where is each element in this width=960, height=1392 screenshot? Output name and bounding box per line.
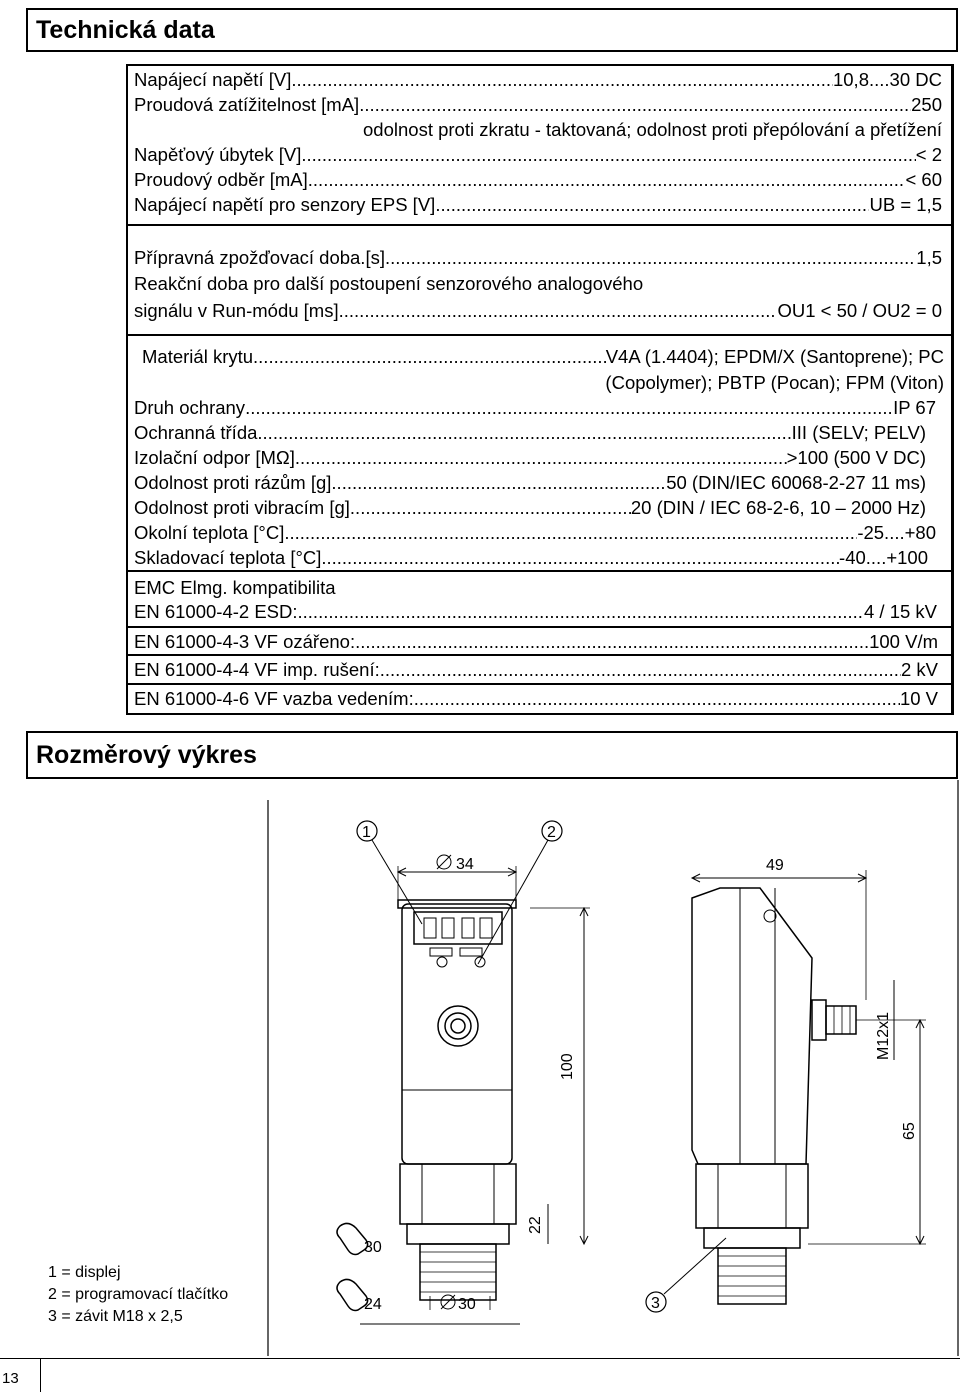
- spec-value: 10 V: [899, 688, 938, 709]
- spec-row: [134, 92, 942, 118]
- dim-height-100: 100: [559, 1053, 576, 1080]
- spec-value: 2 kV: [900, 659, 938, 680]
- spec-value: 50 (DIN/IEC 60068-2-27 11 ms): [666, 472, 926, 493]
- spec-label: Izolační odpor [MΩ]: [134, 447, 295, 468]
- dim-thread-m12: M12x1: [875, 1011, 892, 1060]
- spec-value: 250: [911, 94, 942, 115]
- spec-row: [134, 370, 944, 396]
- spec-value: IP 67: [893, 397, 936, 418]
- spec-row: [134, 495, 926, 521]
- spec-row: [134, 686, 938, 712]
- spec-label: Materiál krytu: [142, 346, 254, 367]
- spec-label: EN 61000-4-3 VF ozářeno:: [134, 631, 356, 652]
- spec-label: EN 61000-4-6 VF vazba vedením:: [134, 688, 414, 709]
- spec-row: [134, 629, 938, 655]
- spec-label: Druh ochrany: [134, 397, 246, 418]
- spec-row: [134, 142, 942, 168]
- spec-value: 1,5: [916, 247, 942, 268]
- spec-label: Proudová zatížitelnost [mA]: [134, 94, 360, 115]
- spec-row: [134, 470, 926, 496]
- legend-item: 1 = displej: [48, 1264, 121, 1281]
- dim-wrench-30: 30: [364, 1239, 382, 1256]
- spec-label: EN 61000-4-2 ESD:: [134, 601, 298, 622]
- spec-row: [134, 520, 936, 546]
- dim-wrench-24: 24: [364, 1296, 382, 1313]
- spec-value: UB = 1,5: [869, 194, 942, 215]
- spec-label: Okolní teplota [°C]: [134, 522, 285, 543]
- spec-row: [134, 395, 936, 421]
- spec-value: 100 V/m: [869, 631, 938, 652]
- spec-label: Napájecí napětí pro senzory EPS [V]: [134, 194, 436, 215]
- spec-row: [134, 545, 928, 571]
- spec-label: Odolnost proti rázům [g]: [134, 472, 332, 493]
- spec-value: V4A (1.4404); EPDM/X (Santoprene); PC: [605, 346, 944, 367]
- spec-label: Skladovací teplota [°C]: [134, 547, 322, 568]
- legend: [48, 1262, 228, 1328]
- spec-row: [134, 599, 937, 625]
- footer-divider: [0, 1358, 960, 1359]
- spec-value: (Copolymer); PBTP (Pocan); FPM (Viton): [605, 372, 944, 393]
- section-header-drawing: [26, 731, 958, 779]
- spec-value: -25....+80: [857, 522, 936, 543]
- spec-row: [134, 67, 942, 93]
- spec-label: Proudový odběr [mA]: [134, 169, 308, 190]
- callout-1-label: 1: [362, 824, 371, 841]
- spec-row: [134, 117, 942, 143]
- callout-3-label: 3: [651, 1295, 660, 1312]
- spec-label: Napájecí napětí [V]: [134, 69, 292, 90]
- spec-label: Přípravná zpožďovací doba.[s]: [134, 247, 385, 268]
- spec-row: [134, 271, 942, 297]
- spec-value: III (SELV; PELV): [791, 422, 926, 443]
- front-view: [398, 900, 516, 1300]
- spec-row: [134, 298, 942, 324]
- spec-label: Odolnost proti vibracím [g]: [134, 497, 350, 518]
- dim-width-49: 49: [766, 857, 784, 874]
- spec-value: 4 / 15 kV: [863, 601, 937, 622]
- spec-label: EN 61000-4-4 VF imp. rušení:: [134, 659, 380, 680]
- spec-row: [134, 167, 942, 193]
- section-title: Rozměrový výkres: [36, 740, 257, 769]
- spec-value: 20 (DIN / IEC 68-2-6, 10 – 2000 Hz): [630, 497, 926, 518]
- spec-label: Reakční doba pro další postoupení senzorového analogového: [134, 273, 644, 294]
- spec-label: Ochranná třída: [134, 422, 258, 443]
- footer-divider-vertical: [40, 1358, 41, 1392]
- spec-label: Napěťový úbytek [V]: [134, 144, 302, 165]
- spec-label: EMC Elmg. kompatibilita: [134, 577, 336, 598]
- side-view: [692, 888, 856, 1304]
- spec-row: [134, 575, 942, 601]
- spec-row: [134, 420, 926, 446]
- legend-item: 3 = závit M18 x 2,5: [48, 1308, 183, 1325]
- legend-item: 2 = programovací tlačítko: [48, 1286, 229, 1303]
- spec-value: >100 (500 V DC): [786, 447, 926, 468]
- section-title: Technická data: [36, 15, 215, 44]
- dim-diameter-34: 34: [456, 856, 474, 873]
- spec-row: [134, 192, 942, 218]
- callout-2-label: 2: [547, 824, 556, 841]
- spec-row: [134, 657, 938, 683]
- spec-value: < 60: [905, 169, 942, 190]
- spec-value: OU1 < 50 / OU2 = 0: [777, 300, 942, 321]
- spec-value: odolnost proti zkratu - taktovaná; odolnost proti přepólování a přetížení: [363, 119, 942, 140]
- spec-value: -40....+100: [839, 547, 928, 568]
- spec-value: < 2: [915, 144, 942, 165]
- dim-height-65: 65: [901, 1122, 918, 1140]
- spec-row: [142, 344, 944, 370]
- dim-diameter-30: 30: [458, 1296, 476, 1313]
- spec-row: [134, 445, 926, 471]
- page-number: 13: [2, 1370, 19, 1387]
- spec-label: signálu v Run-módu [ms]: [134, 300, 339, 321]
- dim-height-22: 22: [527, 1216, 544, 1234]
- spec-value: 10,8....30 DC: [832, 69, 942, 90]
- section-header-technical-data: [26, 8, 958, 52]
- spec-row: [134, 245, 942, 271]
